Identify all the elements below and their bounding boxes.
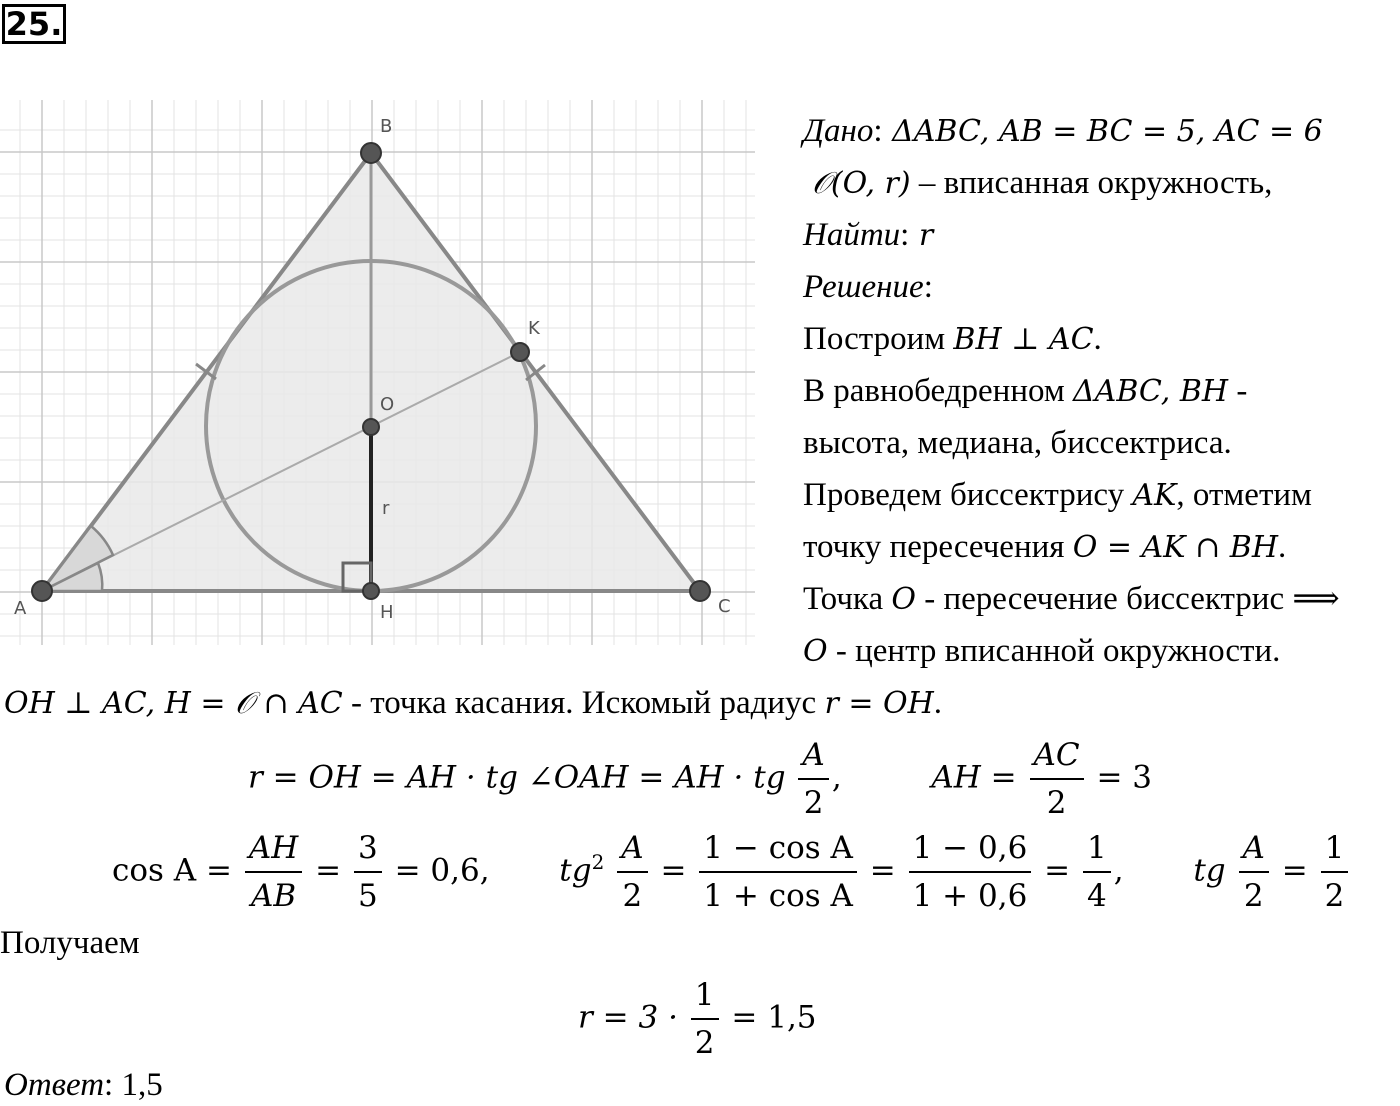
circle-line xyxy=(812,164,1272,203)
obtain-text: Получаем xyxy=(0,925,140,961)
f1-frac-den: 2 xyxy=(803,785,824,821)
s5-text: точку пересечения xyxy=(803,529,1073,565)
f1-left: r = OH = AH · tg ∠OAH = AH · tg xyxy=(248,759,786,796)
s1-text: Построим xyxy=(803,321,954,357)
f2-f-den: 4 xyxy=(1087,878,1107,914)
s7-text: - центр вписанной окружности. xyxy=(827,633,1281,669)
point-c xyxy=(690,581,710,601)
f2-h-num: 1 xyxy=(1321,825,1349,873)
label-a: A xyxy=(14,598,27,619)
f2-frac-b xyxy=(354,825,382,919)
find-value: r xyxy=(909,218,934,253)
f2-frac-e xyxy=(909,825,1032,919)
formula-3 xyxy=(578,972,817,1066)
s3-text: высота, медиана, биссектриса. xyxy=(803,425,1232,461)
circle-desc: – вписанная окружность, xyxy=(910,165,1273,201)
f2-sup: 2 xyxy=(591,850,605,875)
f2-b-num: 3 xyxy=(354,825,382,873)
solution-line-4 xyxy=(803,476,1312,515)
f2-eq3: = xyxy=(869,852,896,889)
f2-eq2: = xyxy=(660,852,687,889)
point-h xyxy=(363,583,379,599)
point-b xyxy=(361,143,381,163)
s8-math2: r = OH xyxy=(824,686,934,721)
answer-value: 1,5 xyxy=(113,1067,163,1103)
s1-math: BH ⊥ AC xyxy=(953,322,1094,357)
f2-g-den: 2 xyxy=(1243,878,1264,914)
f2-tg2: tg xyxy=(559,852,592,889)
f1-frac-num: A xyxy=(798,732,828,780)
given-line xyxy=(803,112,1323,151)
s7-o: O xyxy=(803,634,828,669)
point-a xyxy=(32,581,52,601)
f2-a-den: AB xyxy=(251,878,297,914)
answer-colon: : xyxy=(104,1067,114,1103)
f2-b-den: 5 xyxy=(358,878,378,914)
s6-o: O xyxy=(891,582,916,617)
s2-math: ΔABC, BH xyxy=(1072,374,1229,409)
f3-right: = 1,5 xyxy=(731,999,817,1036)
given-colon: : xyxy=(873,113,883,149)
given-label: Дано xyxy=(803,113,874,149)
solution-line-7 xyxy=(803,632,1280,671)
label-o: O xyxy=(380,394,395,415)
point-k xyxy=(511,343,529,361)
label-c: C xyxy=(718,596,731,617)
triangle-figure xyxy=(0,100,760,645)
s5-end: . xyxy=(1278,529,1287,565)
s6-text-a: Точка xyxy=(803,581,892,617)
f1-fraction xyxy=(798,732,828,826)
f2-g-num: A xyxy=(1239,825,1269,873)
s1-end: . xyxy=(1093,321,1102,357)
find-line xyxy=(803,216,933,255)
solution-label-line xyxy=(803,268,933,306)
f2-frac-g xyxy=(1239,825,1269,919)
solution-line-2 xyxy=(803,372,1247,411)
label-b: B xyxy=(380,116,393,137)
f2-e-den: 1 + 0,6 xyxy=(912,878,1028,914)
f1-ah-num: AC xyxy=(1030,732,1084,780)
f2-d-num: 1 − cos A xyxy=(699,825,857,873)
s6-text: - пересечение биссектрис ⟹ xyxy=(915,581,1340,617)
f1-ah-fraction xyxy=(1030,732,1084,826)
find-colon: : xyxy=(900,217,910,253)
f3-left: r = 3 · xyxy=(578,999,678,1036)
f1-comma: , xyxy=(831,759,842,796)
f3-den: 2 xyxy=(694,1025,715,1061)
solution-line-8 xyxy=(4,684,942,723)
f2-e-num: 1 − 0,6 xyxy=(909,825,1032,873)
answer-label: Ответ xyxy=(4,1067,105,1103)
f2-val: = 0,6, xyxy=(394,852,490,889)
s4-end: , отметим xyxy=(1176,477,1312,513)
label-h: H xyxy=(380,602,394,623)
f3-fraction xyxy=(691,972,719,1066)
f2-frac-f xyxy=(1083,825,1111,919)
f3-num: 1 xyxy=(691,972,719,1020)
solution-line-1 xyxy=(803,320,1102,359)
f2-frac-d xyxy=(699,825,857,919)
f2-f-num: 1 xyxy=(1083,825,1111,873)
f2-c-den: 2 xyxy=(622,878,643,914)
f2-a-num: AH xyxy=(245,825,302,873)
f2-frac-a xyxy=(245,825,302,919)
problem-number: 25. xyxy=(2,4,66,44)
f2-eq5: = xyxy=(1281,852,1308,889)
solution-line-6 xyxy=(803,580,1340,619)
s2-end: - xyxy=(1228,373,1248,409)
f2-eq1: = xyxy=(315,852,342,889)
f2-c-num: A xyxy=(617,825,647,873)
find-label: Найти xyxy=(803,217,901,253)
given-text: ΔABC, AB = BC = 5, AC = 6 xyxy=(882,114,1323,149)
label-k: K xyxy=(528,318,540,339)
f2-comma: , xyxy=(1113,852,1124,889)
s5-math: O = AK ∩ BH xyxy=(1072,530,1279,565)
f2-cos: cos A = xyxy=(112,852,233,889)
f2-d-den: 1 + cos A xyxy=(703,878,853,914)
solution-line-5 xyxy=(803,528,1286,567)
s8-math: OH ⊥ AC, H = 𝒪 ∩ AC xyxy=(4,686,343,721)
s2-text: В равнобедренном xyxy=(803,373,1073,409)
circle-notation: 𝒪(O, r) xyxy=(812,166,911,201)
s8-end: . xyxy=(933,685,943,721)
f1-ah-den: 2 xyxy=(1046,785,1067,821)
s4-text: Проведем биссектрису xyxy=(803,477,1133,513)
solution-colon: : xyxy=(923,269,933,305)
f2-h-den: 2 xyxy=(1324,878,1345,914)
f2-eq4: = xyxy=(1044,852,1071,889)
answer-line xyxy=(4,1066,163,1104)
label-r: r xyxy=(382,498,390,519)
f2-tg: tg xyxy=(1193,852,1226,889)
f2-frac-c xyxy=(617,825,647,919)
f2-frac-h xyxy=(1321,825,1349,919)
s4-math: AK xyxy=(1132,478,1177,513)
f1-ah: AH = xyxy=(931,759,1017,796)
point-o xyxy=(363,419,379,435)
solution-label: Решение xyxy=(803,269,924,305)
f1-ah-result: = 3 xyxy=(1096,759,1153,796)
s8-text: - точка касания. Искомый радиус xyxy=(342,685,825,721)
solution-line-3 xyxy=(803,424,1232,462)
formula-1 xyxy=(248,732,1152,826)
formula-2 xyxy=(112,825,1351,919)
